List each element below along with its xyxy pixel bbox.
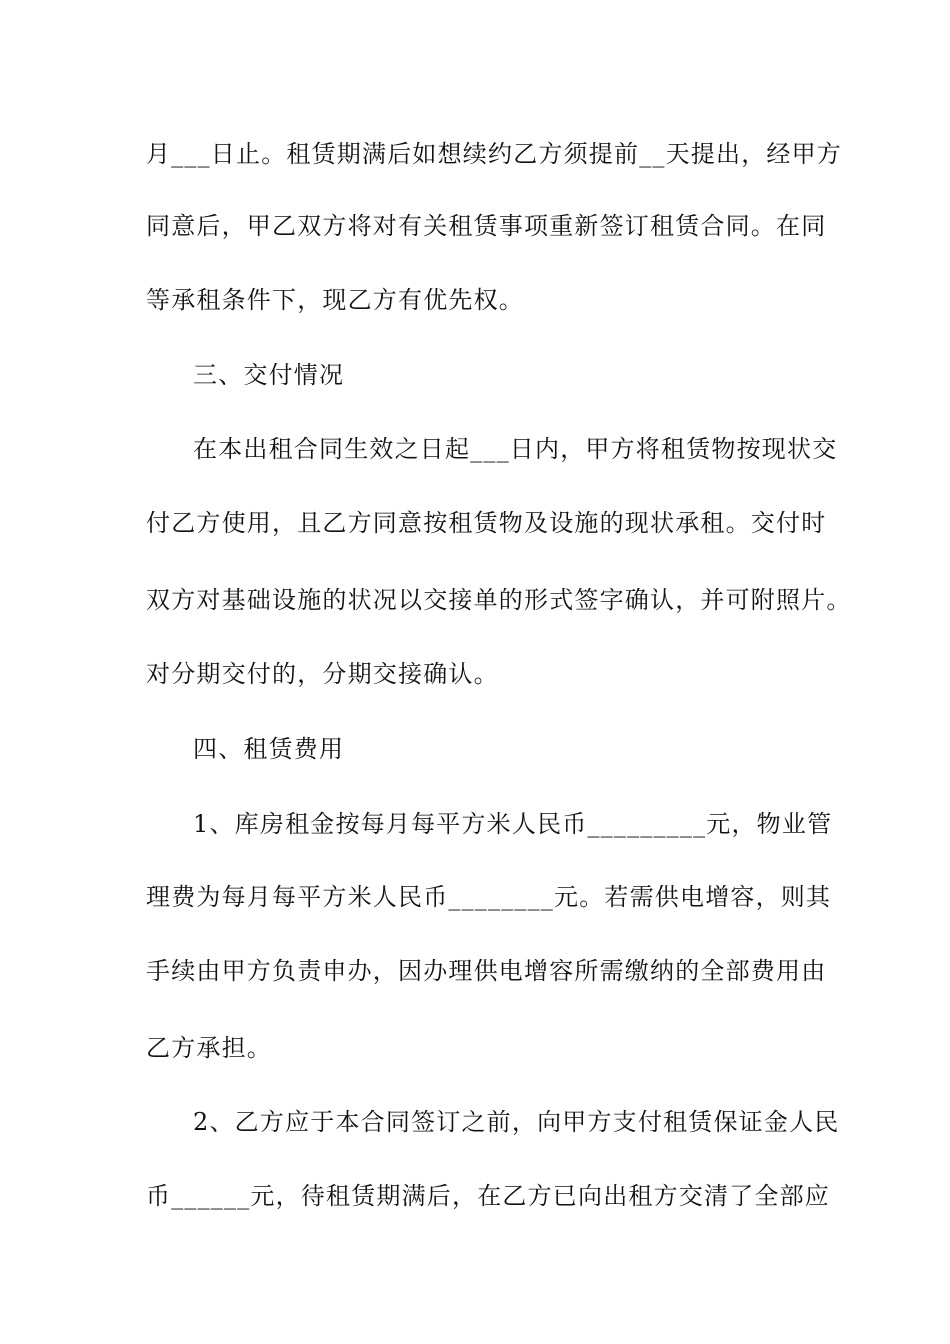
text-line: 理费为每月每平方米人民币________元。若需供电增容，则其 [146, 883, 832, 911]
text-line: 月___日止。租赁期满后如想续约乙方须提前__天提出，经甲方 [146, 140, 842, 168]
text-line: 乙方承担。 [146, 1034, 272, 1062]
text-line: 对分期交付的，分期交接确认。 [146, 660, 499, 688]
text-line: 手续由甲方负责申办，因办理供电增容所需缴纳的全部费用由 [146, 957, 827, 985]
text-line: 付乙方使用，且乙方同意按租赁物及设施的现状承租。交付时 [146, 509, 827, 537]
section-heading-delivery: 三、交付情况 [193, 361, 345, 389]
section-heading-fees: 四、租赁费用 [193, 735, 345, 763]
text-line: 在本出租合同生效之日起___日内，甲方将租赁物按现状交 [193, 435, 838, 463]
text-line: 双方对基础设施的状况以交接单的形式签字确认，并可附照片。 [146, 586, 852, 614]
text-line: 等承租条件下，现乙方有优先权。 [146, 286, 524, 314]
text-line: 2、乙方应于本合同签订之前，向甲方支付租赁保证金人民 [193, 1108, 840, 1136]
text-line: 币______元，待租赁期满后，在乙方已向出租方交清了全部应 [146, 1182, 830, 1210]
text-line: 1、库房租金按每月每平方米人民币_________元，物业管 [193, 810, 833, 838]
text-line: 同意后，甲乙双方将对有关租赁事项重新签订租赁合同。在同 [146, 212, 827, 240]
